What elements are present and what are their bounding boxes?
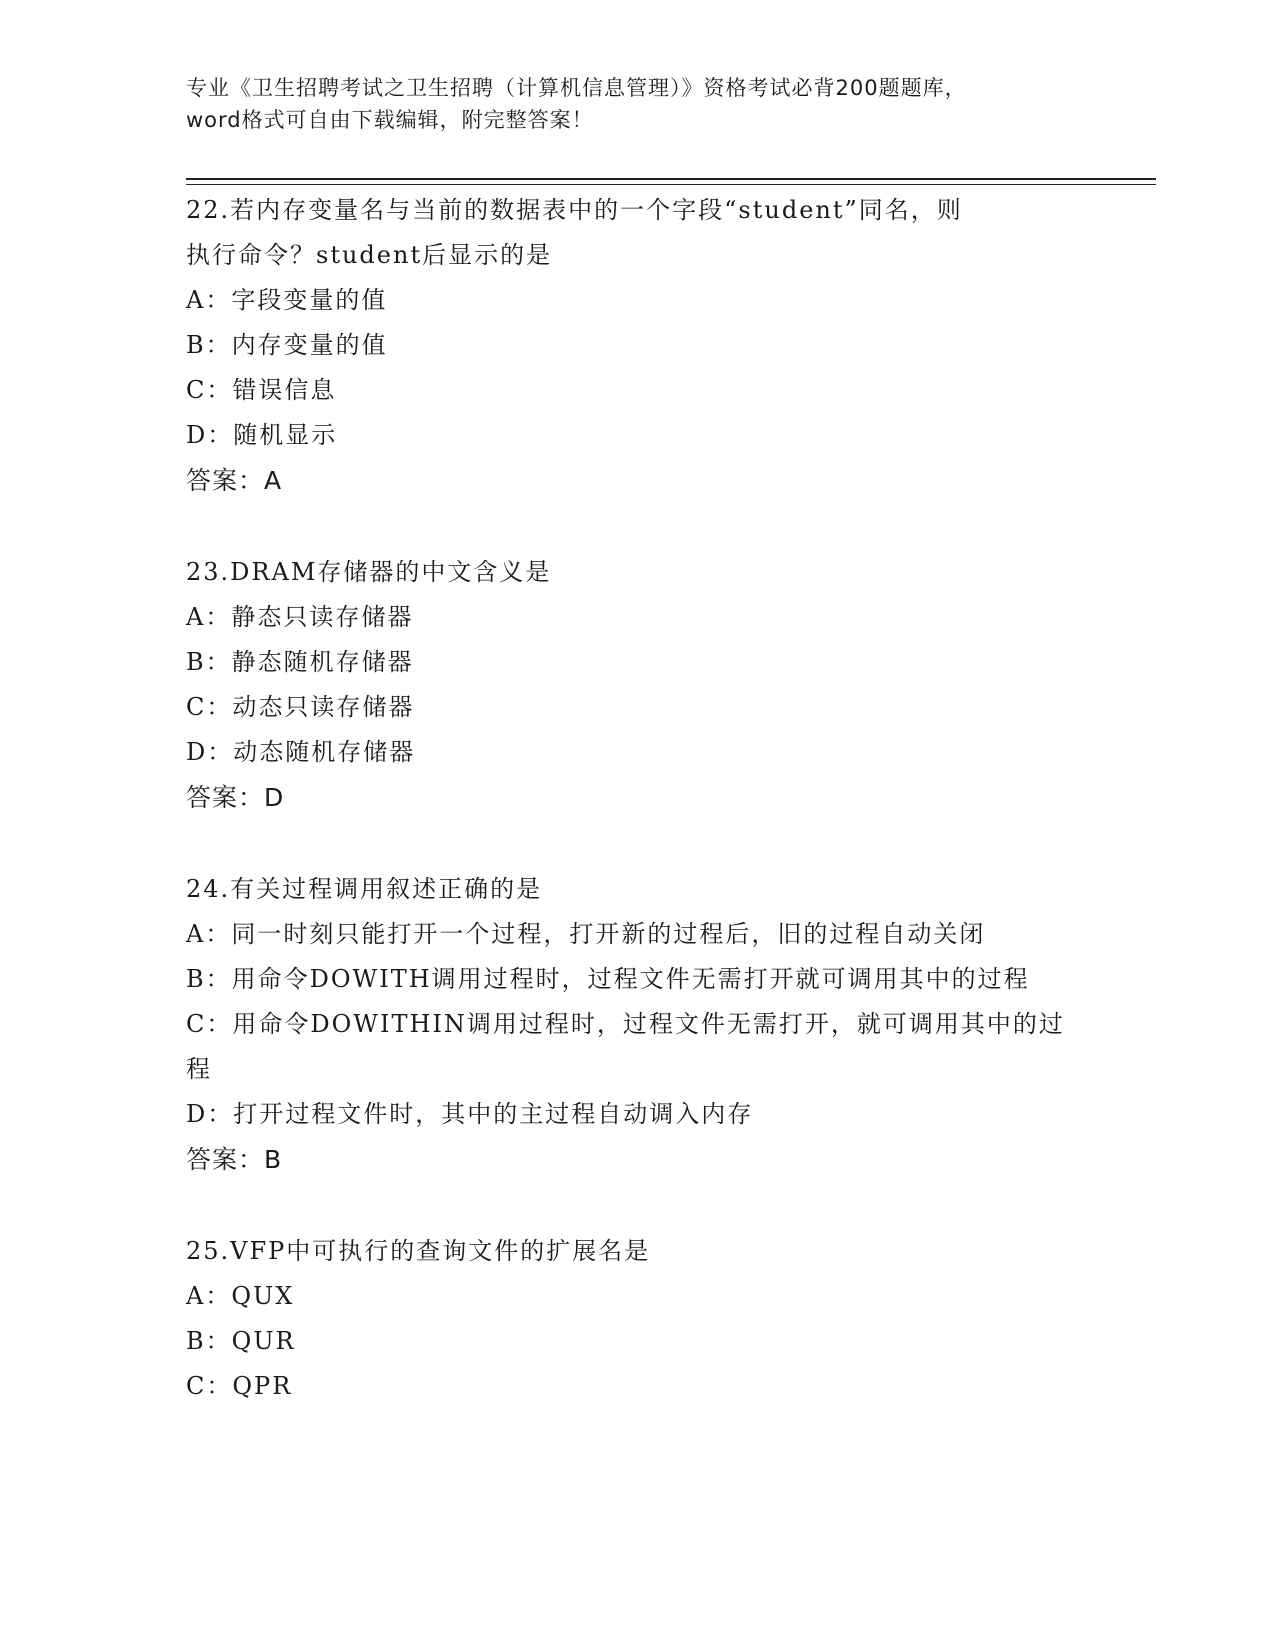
- question-list: [186, 188, 1086, 1455]
- option-label: A：: [186, 1282, 232, 1310]
- option-text: 动态随机存储器: [233, 738, 416, 766]
- option-label: B：: [186, 1327, 232, 1355]
- header-divider-thin: [186, 184, 1156, 185]
- option-text: 静态只读存储器: [231, 603, 414, 631]
- option-label: A：: [186, 920, 232, 948]
- question-stem-line: 24.有关过程调用叙述正确的是: [186, 875, 543, 903]
- header-divider-thick: [186, 178, 1156, 180]
- answer-line: 答案：D: [186, 783, 285, 812]
- question-24: [186, 867, 1086, 1183]
- question-25: [186, 1229, 1086, 1409]
- option-text: 错误信息: [232, 376, 337, 404]
- option-text: QPR: [232, 1372, 293, 1400]
- option-a: [186, 912, 1086, 957]
- option-text: 静态随机存储器: [231, 648, 414, 676]
- option-b: [186, 1319, 1086, 1364]
- option-a: [186, 1274, 1086, 1319]
- option-label: D：: [186, 738, 234, 766]
- option-label: C：: [186, 1372, 233, 1400]
- option-c: [186, 1364, 1086, 1409]
- option-c: [186, 685, 1086, 730]
- option-d: [186, 1092, 1086, 1137]
- option-b: [186, 640, 1086, 685]
- option-c: [186, 1002, 1086, 1092]
- question-22: [186, 188, 1086, 504]
- header-line-1: 专业《卫生招聘考试之卫生招聘（计算机信息管理）》资格考试必背200题题库，: [186, 76, 967, 100]
- option-text: 内存变量的值: [231, 331, 388, 359]
- option-a: [186, 595, 1086, 640]
- option-a: [186, 278, 1086, 323]
- option-label: B：: [186, 965, 232, 993]
- answer-line: 答案：A: [186, 466, 283, 495]
- question-stem-line: 22.若内存变量名与当前的数据表中的一个字段“student”同名，则: [186, 196, 963, 224]
- question-stem-line: 25.VFP中可执行的查询文件的扩展名是: [186, 1237, 651, 1265]
- option-text: QUR: [231, 1327, 296, 1355]
- option-text: 同一时刻只能打开一个过程，打开新的过程后，旧的过程自动关闭: [231, 920, 986, 948]
- option-d: [186, 413, 1086, 458]
- option-label: C：: [186, 693, 233, 721]
- question-stem-line: 执行命令？student后显示的是: [186, 241, 553, 269]
- option-b: [186, 323, 1086, 368]
- option-text: 用命令DOWITH调用过程时，过程文件无需打开就可调用其中的过程: [231, 965, 1030, 993]
- option-label: A：: [186, 286, 232, 314]
- option-text: 随机显示: [233, 421, 338, 449]
- option-label: C：: [186, 376, 233, 404]
- question-stem-line: 23.DRAM存储器的中文含义是: [186, 558, 552, 586]
- option-text: 动态只读存储器: [232, 693, 415, 721]
- option-text: QUX: [231, 1282, 295, 1310]
- option-label: D：: [186, 421, 234, 449]
- option-label: B：: [186, 648, 232, 676]
- question-23: [186, 550, 1086, 821]
- option-label: B：: [186, 331, 232, 359]
- option-label: A：: [186, 603, 232, 631]
- option-d: [186, 730, 1086, 775]
- option-text: 打开过程文件时，其中的主过程自动调入内存: [233, 1100, 754, 1128]
- option-text: 用命令DOWITHIN调用过程时，过程文件无需打开，就可调用其中的过程: [186, 1010, 1065, 1083]
- header-line-2: word格式可自由下载编辑，附完整答案！: [186, 108, 594, 132]
- option-c: [186, 368, 1086, 413]
- option-label: D：: [186, 1100, 234, 1128]
- answer-line: 答案：B: [186, 1145, 283, 1174]
- option-text: 字段变量的值: [231, 286, 388, 314]
- option-b: [186, 957, 1086, 1002]
- option-label: C：: [186, 1010, 233, 1038]
- document-header: [186, 72, 1086, 136]
